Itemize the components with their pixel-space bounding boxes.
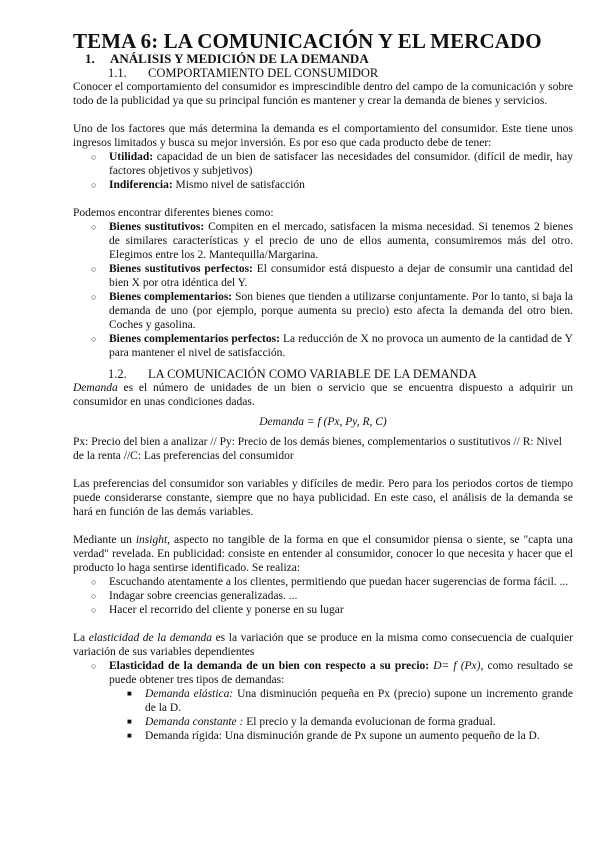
list-term: Indiferencia: [109,179,173,191]
demand-formula: Demanda = f (Px, Py, R, C) [259,416,387,428]
list-item: ■ Demanda elástica: Una disminución pequeña en Px (precio) supone un incremento grande de la D. [109,687,573,715]
list-item [73,262,573,290]
subsection-number: 1.2. [108,367,127,381]
elasticity-list [73,659,573,743]
list-item [73,332,573,360]
elasticity-formula: D= f (Px), [429,660,484,672]
list-text: Son bienes que tienden a utilizarse conjuntamente. Por lo tanto, si baja la demanda de uno (por ejemplo, porque aumenta su precio) esto afecta la demanda del otro bien. Coches y gasolina. [109,291,573,331]
list-text: La reducción de X no provoca un aumento de la cantidad de Y para mantener el nivel de satisfacción. [109,333,573,359]
list-term: Elasticidad de la demanda de un bien con respecto a su precio: [109,660,430,672]
factors-list [73,150,573,192]
subsection-number: 1.1. [108,66,127,80]
list-item: ○ Elasticidad de la demanda de un bien con respecto a su precio: D= f (Px), como resultado se puede obtener tres tipos de demandas: ■ Demanda elástica: Una disminución pequeña en Px (precio) supone un incremento grande de la D. ■ Demanda constante : El precio y la demanda evolucionan de forma gradual. ■ Demanda rígida: Una disminución grande de Px supone un aumento pequeño de la D. [73,659,573,743]
term-italic: insight [135,534,168,546]
list-item [73,178,573,192]
list-term: Bienes sustitutivos perfectos: [109,263,253,275]
paragraph: La elasticidad de la demanda es la variación que se produce en la misma como consecuencia de cualquier variación de sus variables dependientes [73,632,573,658]
list-term: Bienes sustitutivos: [109,221,205,233]
paragraph: Uno de los factores que más determina la demanda es el comportamiento del consumidor. Este tiene unos ingresos limitados y busca su mejor inversión. Es por eso que cada producto debe de tener: [73,123,573,149]
paragraph: Podemos encontrar diferentes bienes como: [73,207,274,219]
subsection-heading [108,66,573,80]
list-term: Demanda constante : [145,716,244,728]
subsection-heading [108,367,573,381]
list-item [73,150,573,178]
list-term: Demanda elástica: [145,688,234,700]
list-item: ○ Escuchando atentamente a los clientes, permitiendo que puedan hacer sugerencias de forma fácil. ... [73,575,573,589]
section-number: 1. [85,51,95,66]
paragraph: Las preferencias del consumidor son variables y difíciles de medir. Pero para los periodos cortos de tiempo puede considerarse constante, siempre que no haya publicidad. En este caso, el análisis de la demanda se hará en función de las demás variables. [73,478,573,518]
term-italic: elasticidad de la demanda [88,632,212,644]
list-text: Compiten en el mercado, satisfacen la misma necesidad. Si tenemos 2 bienes de similares características y el precio de uno de ellos aumenta, consumiremos más del otro. Elegimos entre los 2. Mantequilla/Margarina. [109,221,573,261]
demand-types-list [109,687,573,743]
list-text: El consumidor está dispuesto a dejar de consumir una cantidad del bien X por otra idéntica del Y. [109,263,573,289]
goods-list [73,220,573,360]
list-item [73,290,573,332]
subsection-label: COMPORTAMIENTO DEL CONSUMIDOR [148,66,379,80]
list-item: ○ Indagar sobre creencias generalizadas. ... [73,589,573,603]
list-item: ○ Hacer el recorrido del cliente y ponerse en su lugar [73,603,573,617]
list-item: ■ Demanda constante : El precio y la demanda evolucionan de forma gradual. [109,715,573,729]
document-title: TEMA 6: LA COMUNICACIÓN Y EL MERCADO [73,29,542,53]
list-term: Bienes complementarios: [109,291,233,303]
section-heading [85,52,573,66]
subsection-label: LA COMUNICACIÓN COMO VARIABLE DE LA DEMANDA [148,367,477,381]
list-text: capacidad de un bien de satisfacer las necesidades del consumidor. (difícil de medir, hay factores objetivos y subjetivos) [109,151,573,177]
paragraph: Conocer el comportamiento del consumidor es imprescindible dentro del campo de la comunicación y sobre todo de la publicidad ya que su principal función es mantener y crear la demanda de bienes y servicios. [73,81,573,107]
list-item: ■ Demanda rígida: Una disminución grande de Px supone un aumento pequeño de la D. [109,729,573,743]
insight-list [73,575,573,617]
list-item [73,220,573,262]
paragraph: Mediante un insight, aspecto no tangible de la forma en que el consumidor piensa o siente, se "capta una verdad" revelada. En publicidad: consiste en entender al consumidor, conocer lo que necesita y hacer que el producto lo haga sentirse identificado. Se realiza: [73,534,573,574]
list-term: Bienes complementarios perfectos: [109,333,280,345]
section-label: ANÁLISIS Y MEDICIÓN DE LA DEMANDA [110,51,369,66]
term-italic: Demanda [73,382,118,394]
list-term: Utilidad: [109,151,154,163]
paragraph: Px: Precio del bien a analizar // Py: Precio de los demás bienes, complementarios o sustitutivos // R: Nivel de la renta //C: Las preferencias del consumidor [73,436,562,462]
list-text: Mismo nivel de satisfacción [172,179,305,191]
paragraph: Demanda es el número de unidades de un bien o servicio que se encuentra dispuesto a adquirir un consumidor en unas condiciones dadas. [73,382,573,408]
